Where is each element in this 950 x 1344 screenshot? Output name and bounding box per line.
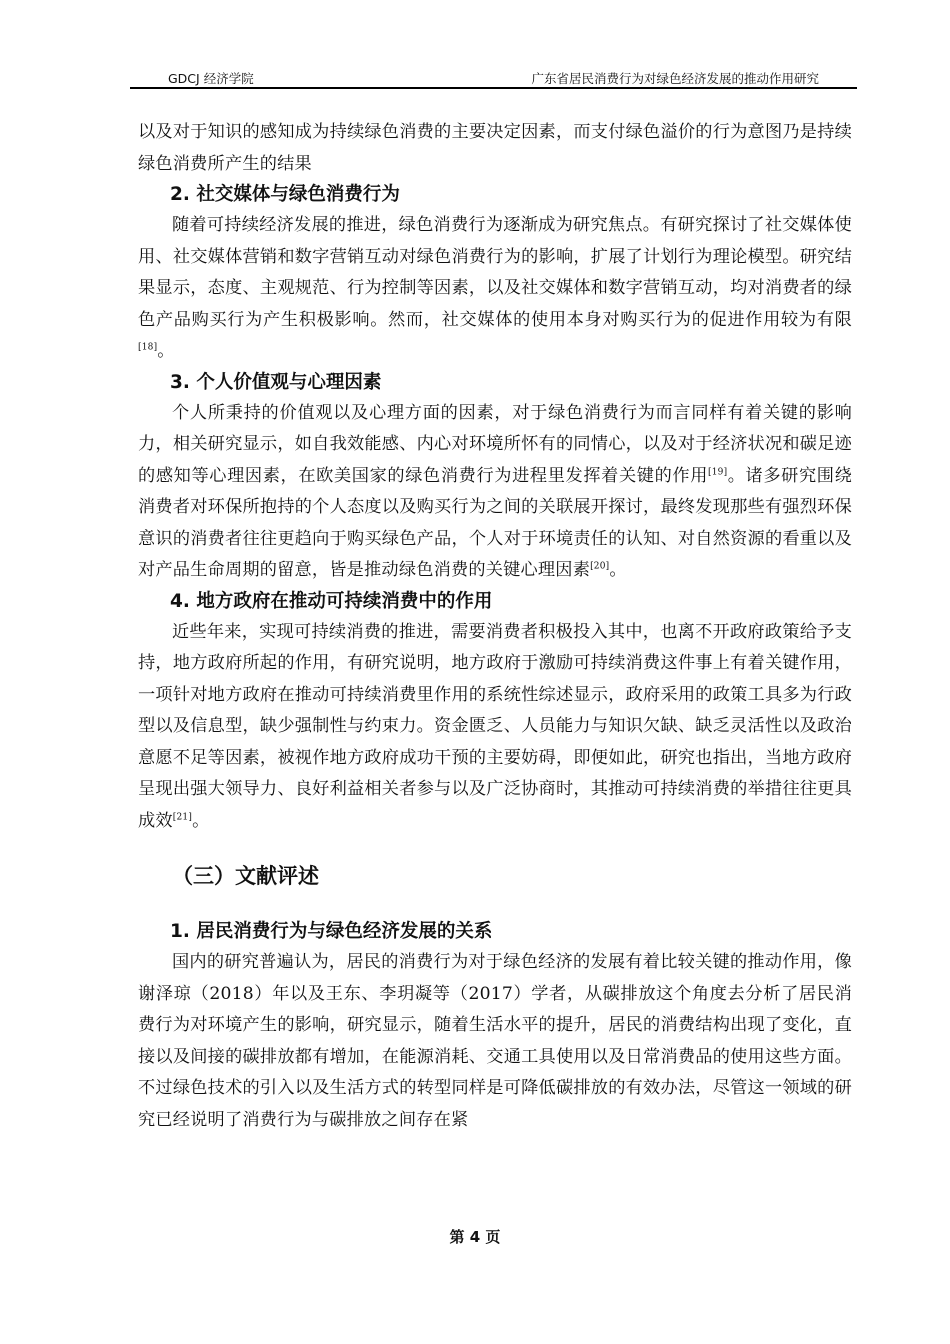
paragraph-text: 。诸多研究围绕消费者对环保所抱持的个人态度以及购买行为之间的关联展开探讨，最终发现那些有强烈环保意识的消费者往往更趋向于购买绿色产品，个人对于环境责任的认知、对自然资源的看重以及对产品生命周期的留意，皆是推动绿色消费的关键心理因素: [138, 465, 853, 580]
paragraph-text: 近些年来，实现可持续消费的推进，需要消费者积极投入其中，也离不开政府政策给予支持，地方政府所起的作用，有研究说明，地方政府于激励可持续消费这件事上有着关键作用，一项针对地方政府在推动可持续消费里作用的系统性综述显示，政府采用的政策工具多为行政型以及信息型，缺少强制性与约束力。资金匮乏、人员能力与知识欠缺、缺乏灵活性以及政治意愿不足等因素，被视作地方政府成功干预的主要妨碍，即便如此，研究也指出，当地方政府呈现出强大领导力、良好利益相关者参与以及广泛协商时，其推动可持续消费的举措往往更具成效: [138, 621, 852, 831]
citation: [21]: [172, 811, 193, 822]
page-header: [130, 66, 857, 88]
paragraph-continuation: 以及对于知识的感知成为持续绿色消费的主要决定因素，而支付绿色溢价的行为意图乃是持续绿色消费所产生的结果: [138, 122, 852, 174]
paragraph-text: 随着可持续经济发展的推进，绿色消费行为逐渐成为研究焦点。有研究探讨了社交媒体使用、社交媒体营销和数字营销互动对绿色消费行为的影响，扩展了计划行为理论模型。研究结果显示，态度、主观规范、行为控制等因素，以及社交媒体和数字营销互动，均对消费者的绿色产品购买行为产生积极影响。然而，社交媒体的使用本身对购买行为的促进作用较为有限: [138, 215, 852, 330]
heading-local-government: 4. 地方政府在推动可持续消费中的作用: [170, 590, 493, 612]
paragraph-social-media: [138, 210, 852, 368]
page-number: 第 4 页: [449, 1228, 501, 1246]
header-thesis-title: 广东省居民消费行为对绿色经济发展的推动作用研究: [531, 71, 819, 86]
punctuation: 。: [192, 810, 210, 831]
header-divider: [130, 87, 857, 89]
heading-literature-review: （三）文献评述: [172, 864, 319, 888]
header-school: GDCJ 经济学院: [168, 71, 254, 86]
page-body: [138, 117, 852, 1136]
citation: [18]: [138, 342, 158, 353]
paragraph-local-government: [138, 617, 852, 838]
heading-personal-values: 3. 个人价值观与心理因素: [170, 371, 382, 393]
heading-consumption-relation: 1. 居民消费行为与绿色经济发展的关系: [170, 921, 493, 942]
paragraph-text: 个人所秉持的价值观以及心理方面的因素，对于绿色消费行为而言同样有着关键的影响力，相关研究显示，如自我效能感、内心对环境所怀有的同情心，以及对于经济状况和碳足迹的感知等心理因素，在欧美国家的绿色消费行为进程里发挥着关键的作用: [138, 402, 852, 486]
citation: [20]: [590, 561, 610, 572]
punctuation: 。: [609, 560, 627, 580]
punctuation: 。: [157, 341, 175, 361]
heading-social-media: 2. 社交媒体与绿色消费行为: [170, 184, 400, 205]
paragraph-consumption-relation: 国内的研究普遍认为，居民的消费行为对于绿色经济的发展有着比较关键的推动作用，像谢泽琼（2018）年以及王东、李玥凝等（2017）学者，从碳排放这个角度去分析了居民消费行为对环境产生的影响，研究显示，随着生活水平的提升，居民的消费结构出现了变化，直接以及间接的碳排放都有增加，在能源消耗、交通工具使用以及日常消费品的使用这些方面。不过绿色技术的引入以及生活方式的转型同样是可降低碳排放的有效办法，尽管这一领域的研究已经说明了消费行为与碳排放之间存在紧: [138, 952, 852, 1130]
paragraph-personal-values: [138, 398, 852, 587]
citation: [19]: [708, 466, 728, 477]
